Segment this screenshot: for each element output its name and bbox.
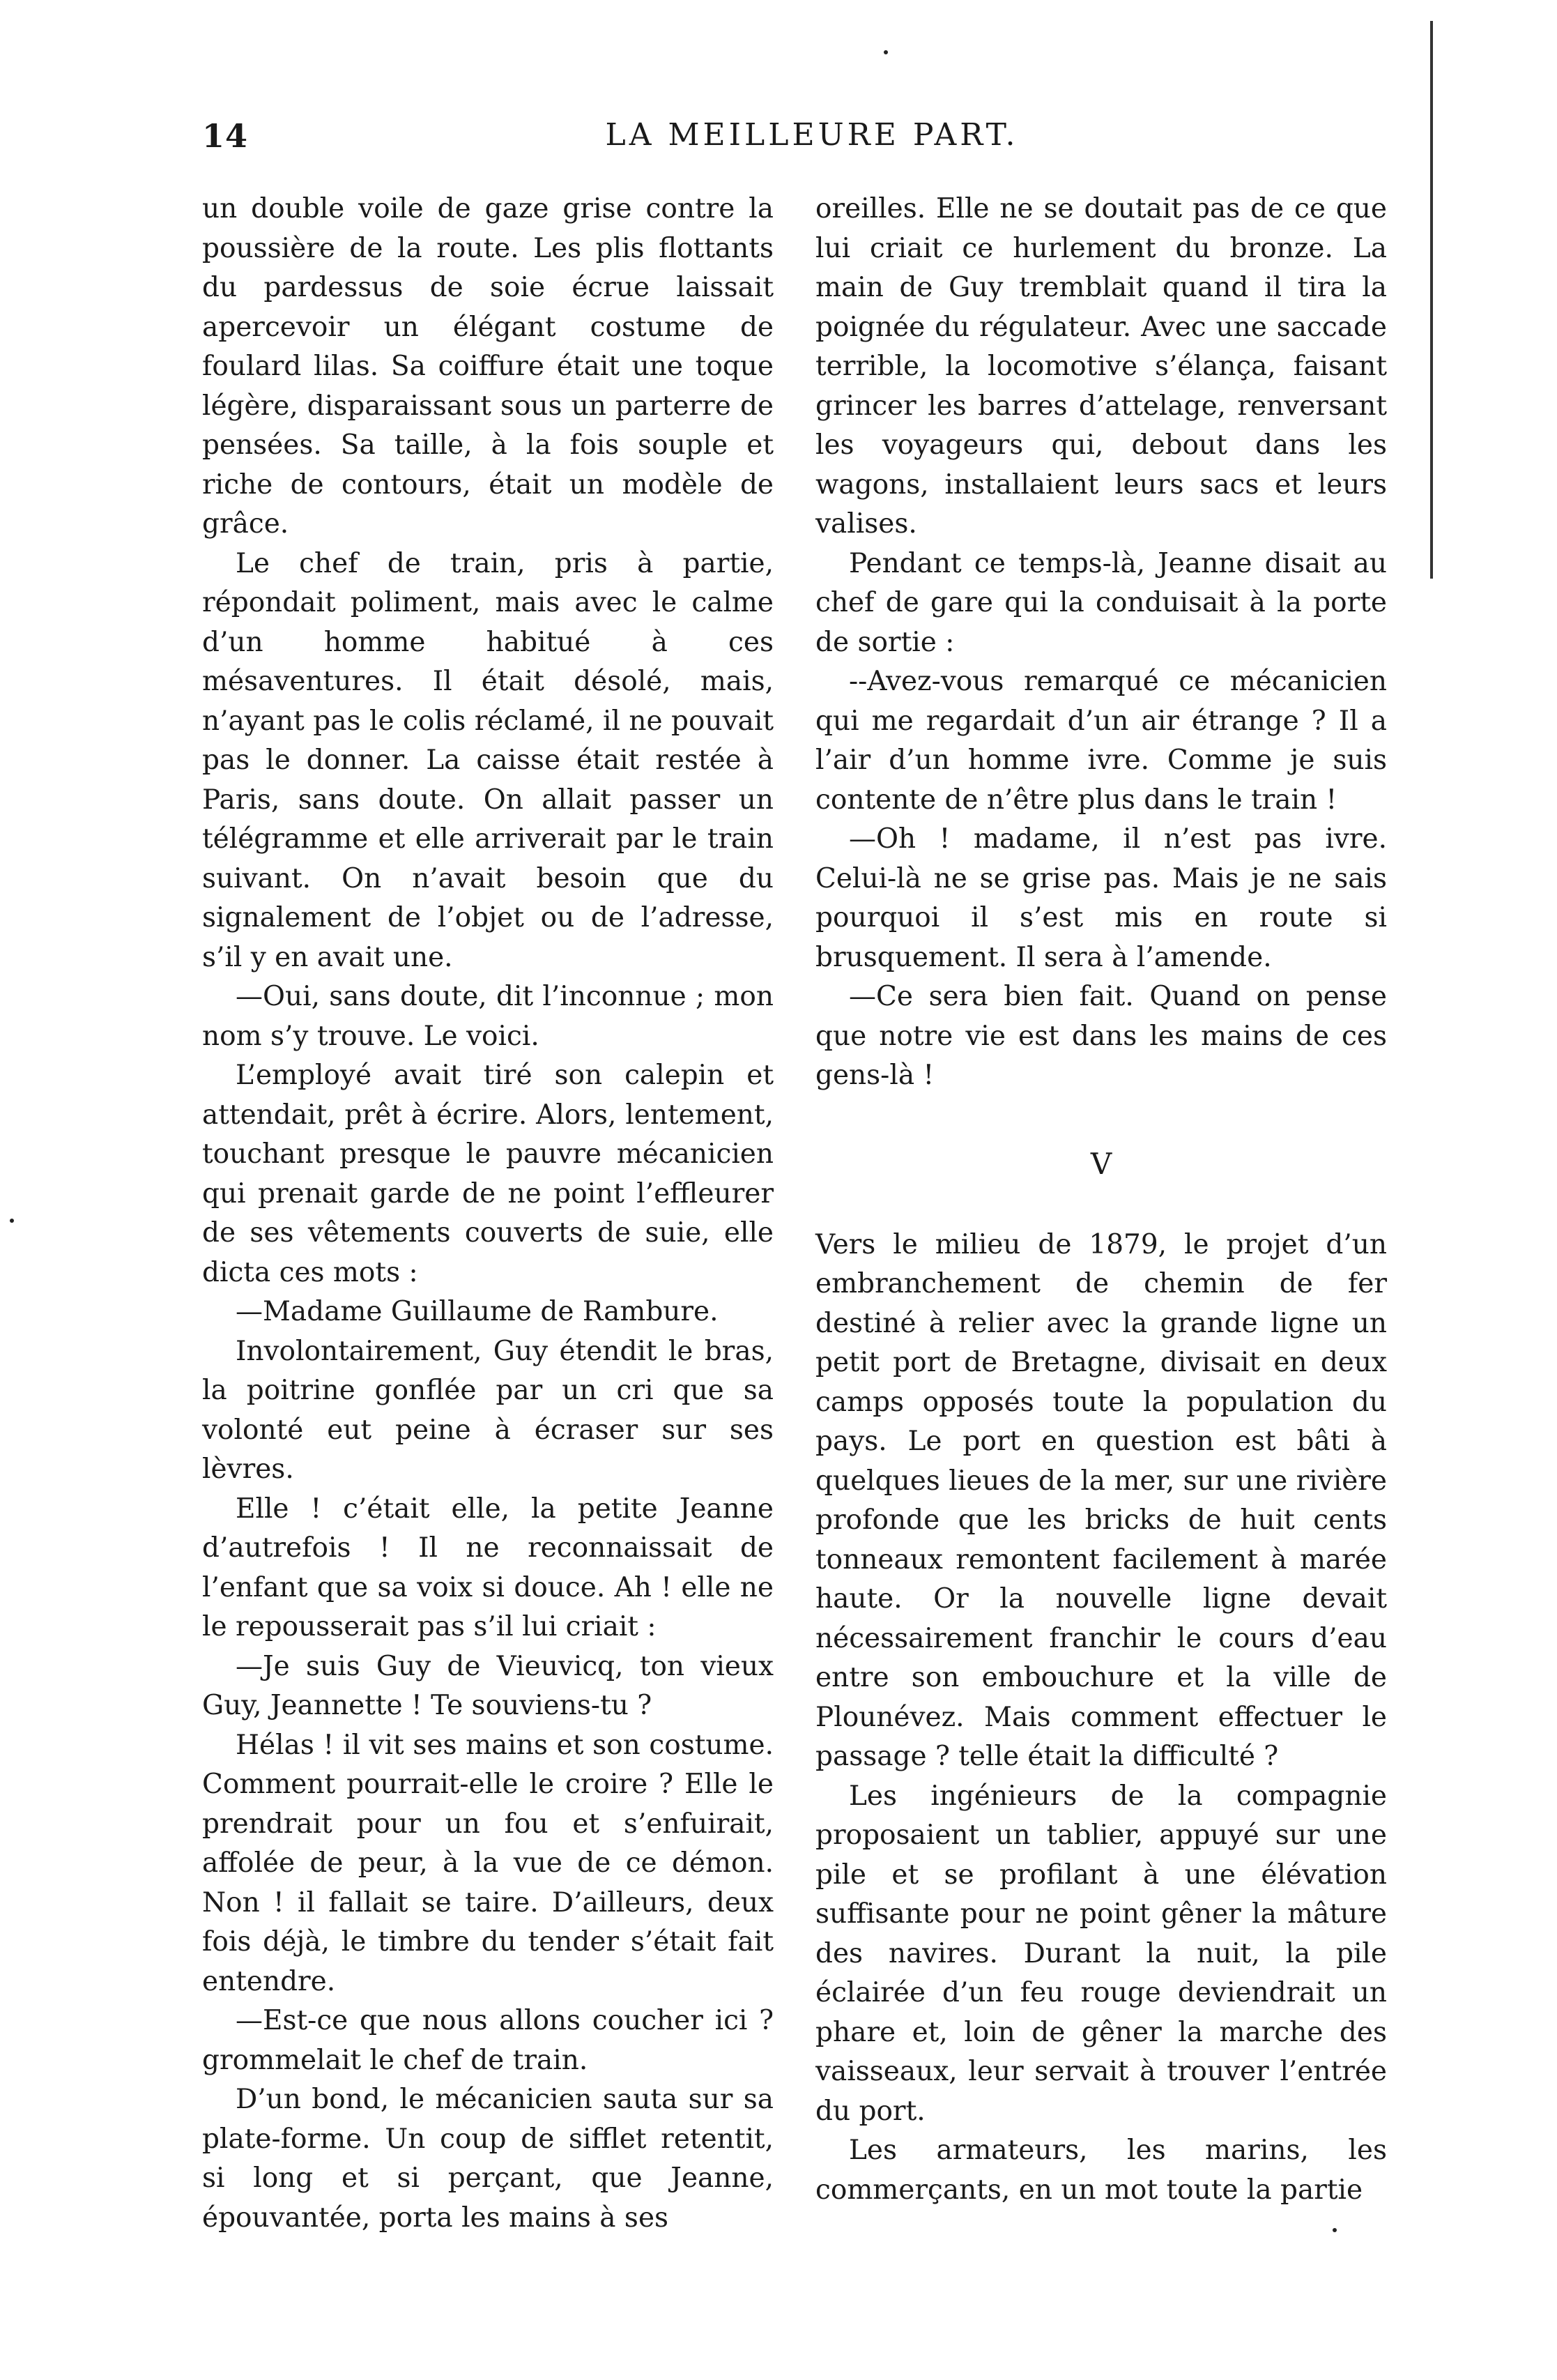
page-number: 14 (202, 117, 249, 155)
paragraph: —Madame Guillaume de Rambure. (236, 1296, 719, 1327)
right-column-top (815, 190, 1387, 1096)
ink-speck (884, 50, 888, 54)
paragraph: Les armateurs, les marins, les commerçants, en un mot toute la partie (815, 2135, 1387, 2206)
left-column (202, 190, 774, 2238)
page-header (202, 117, 1422, 159)
paragraph: Elle ! c’était elle, la petite Jeanne d’autrefois ! Il ne reconnaissait de l’enfant que sa voix si douce. Ah ! elle ne le repousserait pas s’il lui criait : (202, 1493, 774, 1642)
right-column-bottom (815, 1226, 1387, 2211)
section-heading: V (1090, 1146, 1112, 1181)
paragraph: Involontairement, Guy étendit le bras, la poitrine gonflée par un cri que sa volonté eut peine à écraser sur ses lèvres. (202, 1335, 774, 1485)
paragraph: L’employé avait tiré son calepin et attendait, prêt à écrire. Alors, lentement, touchant presque le pauvre mécanicien qui prenait garde de ne point l’effleurer de ses vêtements couverts de suie, elle dicta ces mots : (202, 1060, 774, 1288)
paragraph: Vers le milieu de 1879, le projet d’un embranchement de chemin de fer destiné à relier avec la grande ligne un petit port de Bretagne, divisait en deux camps opposés toute la population du pays. Le port en question est bâti à quelques lieues de la mer, sur une rivière profonde que les bricks de huit cents tonneaux remontent facilement à marée haute. Or la nouvelle ligne devait nécessairement franchir le cours d’eau entre son embouchure et la ville de Plounévez. Mais comment effectuer le passage ? telle était la difficulté ? (815, 1228, 1387, 1772)
paragraph: —Je suis Guy de Vieuvicq, ton vieux Guy, Jeannette ! Te souviens-tu ? (202, 1650, 774, 1721)
paragraph: Les ingénieurs de la compagnie proposaient un tablier, appuyé sur une pile et se profilant à une élévation suffisante pour ne point gêner la mâture des navires. Durant la nuit, la pile éclairée d’un feu rouge deviendrait un phare et, loin de gêner la marche des vaisseaux, leur servait à trouver l’entrée du port. (815, 1780, 1387, 2127)
paragraph: Le chef de train, pris à partie, répondait poliment, mais avec le calme d’un homme habitué à ces mésaventures. Il était désolé, mais, n’ayant pas le colis réclamé, il ne pouvait pas le donner. La caisse était restée à Paris, sans doute. On allait passer un télégramme et elle arriverait par le train suivant. On n’avait besoin que du signalement de l’objet ou de l’adresse, s’il y en avait une. (202, 547, 774, 973)
ink-speck (1333, 2228, 1337, 2232)
paragraph: Pendant ce temps-là, Jeanne disait au chef de gare qui la conduisait à la porte de sortie : (815, 547, 1387, 658)
paragraph: —Est-ce que nous allons coucher ici ? grommelait le chef de train. (202, 2005, 774, 2076)
right-column (815, 190, 1387, 2210)
ink-speck (10, 1219, 14, 1223)
paragraph: un double voile de gaze grise contre la poussière de la route. Les plis flottants du pardessus de soie écrue laissait apercevoir un élégant costume de foulard lilas. Sa coiffure était une toque légère, disparaissant sous un parterre de pensées. Sa taille, à la fois souple et riche de contours, était un modèle de grâce. (202, 193, 774, 540)
running-title: LA MEILLEURE PART. (605, 117, 1019, 153)
margin-rule (1430, 21, 1433, 579)
paragraph: D’un bond, le mécanicien sauta sur sa plate-forme. Un coup de sifflet retentit, si long et si perçant, que Jeanne, épouvantée, porta les mains à ses (202, 2084, 774, 2234)
paragraph: —Oui, sans doute, dit l’inconnue ; mon nom s’y trouve. Le voici. (202, 981, 774, 1052)
paragraph: --Avez-vous remarqué ce mécanicien qui me regardait d’un air étrange ? Il a l’air d’un homme ivre. Comme je suis contente de n’être plus dans le train ! (815, 666, 1387, 816)
paragraph: Hélas ! il vit ses mains et son costume. Comment pourrait-elle le croire ? Elle le prendrait pour un fou et s’enfuirait, affolée de peur, à la vue de ce démon. Non ! il fallait se taire. D’ailleurs, deux fois déjà, le timbre du tender s’était fait entendre. (202, 1729, 774, 1997)
paragraph: —Oh ! madame, il n’est pas ivre. Celui-là ne se grise pas. Mais je ne sais pourquoi il s’est mis en route si brusquement. Il sera à l’amende. (815, 823, 1387, 973)
paragraph: —Ce sera bien fait. Quand on pense que notre vie est dans les mains de ces gens-là ! (815, 981, 1387, 1091)
paragraph: oreilles. Elle ne se doutait pas de ce que lui criait ce hurlement du bronze. La main de Guy tremblait quand il tira la poignée du régulateur. Avec une saccade terrible, la locomotive s’élança, faisant grincer les barres d’attelage, renversant les voyageurs qui, debout dans les wagons, installaient leurs sacs et leurs valises. (815, 193, 1387, 540)
